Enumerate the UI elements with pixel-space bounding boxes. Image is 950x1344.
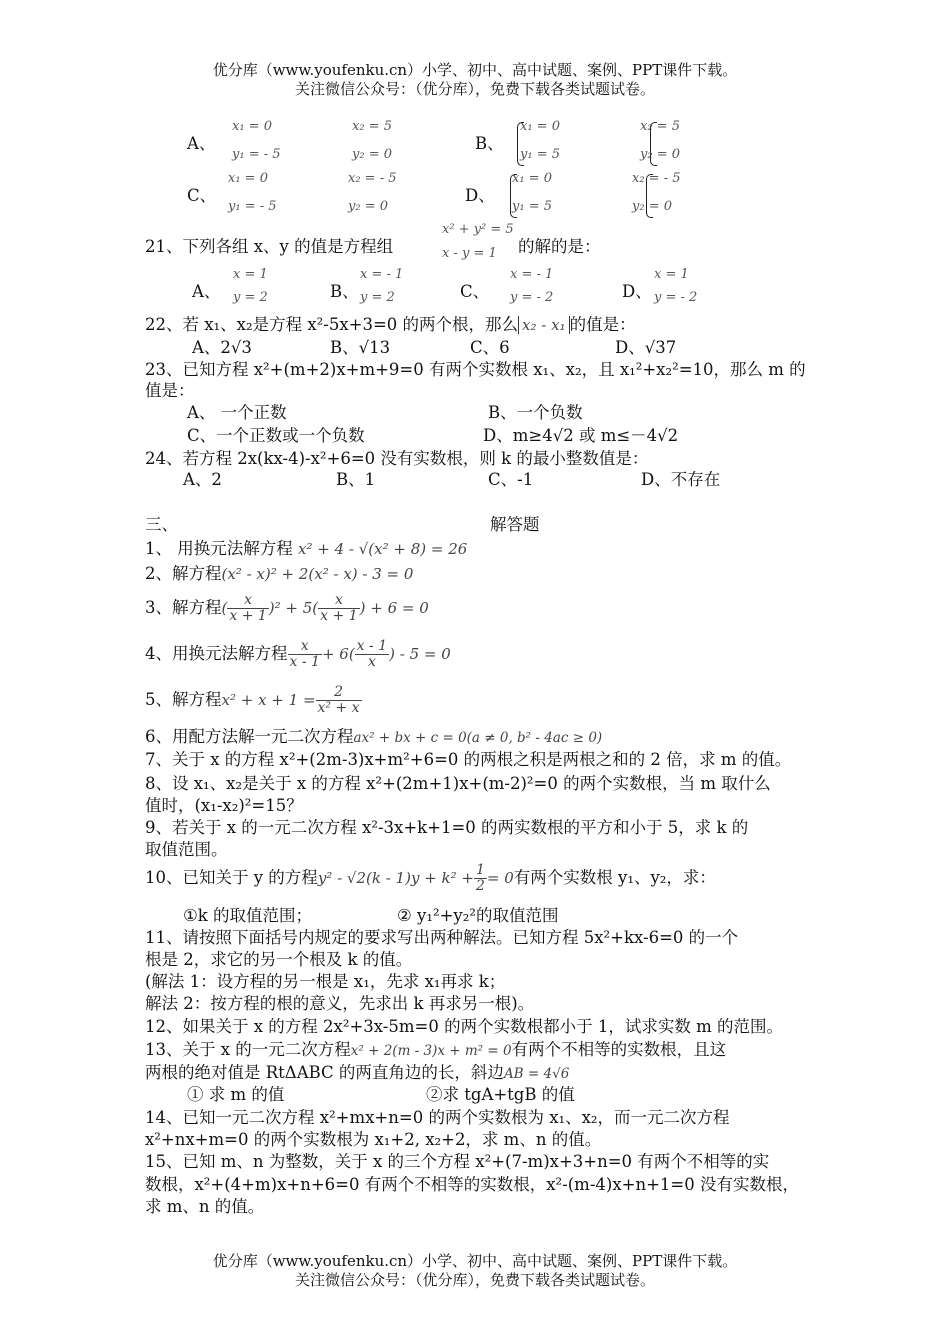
a10-fraction: [474, 863, 487, 894]
a10-denominator: 2: [475, 878, 485, 894]
a6: [145, 727, 602, 748]
page-header-line1: 优分库（www.youfenku.cn）小学、初中、高中试题、案例、PPT课件下载。: [212, 61, 738, 79]
a5: [145, 680, 362, 720]
q22-stem-text: 22、若 x₁、x₂是方程 x²-5x+3=0 的两个根，那么: [145, 315, 519, 334]
a6-math: ax² + bx + c = 0(a ≠ 0, b² - 4ac ≥ 0): [353, 730, 603, 746]
a13-line2-text: 两根的绝对值是 RtΔABC 的两直角边的长，斜边: [145, 1063, 504, 1082]
a13-text: 13、关于 x 的一元二次方程: [145, 1040, 351, 1059]
a1-math: x² + 4 - √(x² + 8) = 26: [298, 540, 468, 558]
q21-option-d-label: D、: [622, 282, 652, 301]
a7: 7、关于 x 的方程 x²+(2m-3)x+m²+6=0 的两根之积是两根之和的 2 倍，求 m 的值。: [145, 750, 792, 769]
q23-option-d: D、m≥4√2 或 m≤－4√2: [483, 426, 679, 445]
a5-fraction: [316, 685, 362, 716]
math-cell: x₂ = - 5: [632, 171, 681, 186]
a5-denominator: x² + x: [317, 700, 360, 716]
math-cell: y₁ = - 5: [232, 147, 281, 162]
math-cell: y₁ = - 5: [228, 199, 277, 214]
a8-line2: 值时，(x₁-x₂)²=15？: [145, 796, 303, 815]
a14-line1: 14、已知一元二次方程 x²+mx+n=0 的两个实数根为 x₁、x₂，而一元二次方程: [145, 1108, 730, 1127]
a5-numerator: 2: [316, 685, 362, 701]
a2-text: 2、解方程: [145, 564, 222, 583]
a6-text: 6、用配方法解一元二次方程: [145, 727, 354, 746]
a4-end: ) - 5 = 0: [389, 645, 451, 663]
a3: 3、解方程( $\frac{x}{x + 1}$ )² + 5( $\frac{x}{x + 1}$ ) + 6 = 0: [145, 592, 429, 624]
a2: [145, 564, 413, 584]
math-cell: y₁ = 5: [512, 199, 552, 214]
a1-text: 1、 用换元法解方程: [145, 539, 293, 558]
a13-line1: [145, 1040, 726, 1061]
option-label: D、: [465, 186, 495, 205]
q21-option-b-label: B、: [330, 282, 359, 301]
a5-text: 5、解方程: [145, 690, 222, 709]
page-header-line2: 关注微信公众号：（优分库），免费下载各类试题试卷。: [294, 80, 655, 98]
a9-line2: 取值范围。: [145, 840, 228, 859]
page-footer-line1: 优分库（www.youfenku.cn）小学、初中、高中试题、案例、PPT课件下载。: [212, 1252, 738, 1270]
a5-math: x² + x + 1 =: [221, 691, 316, 709]
a13-line2-math: AB = 4√6: [503, 1066, 570, 1082]
q23-option-a: A、 一个正数: [187, 403, 287, 422]
q21-stem-end: 的解的是：: [518, 237, 601, 256]
q23-option-c: C、一个正数或一个负数: [187, 426, 365, 445]
q22-option-b: B、√13: [330, 338, 391, 357]
section-number: 三、: [145, 515, 178, 534]
option-label: B、: [475, 134, 504, 153]
a9-line1: 9、若关于 x 的一元二次方程 x²-3x+k+1=0 的两实数根的平方和小于 5，求 k 的: [145, 818, 749, 837]
q22-stem: [145, 315, 636, 335]
a4-fraction-2: [355, 639, 389, 670]
a10: [145, 858, 716, 898]
math-cell: y₂ = 0: [352, 147, 392, 162]
q21-option-c-y: y = - 2: [510, 290, 554, 305]
a13-line2: [145, 1063, 569, 1084]
a3-text: 3、解方程: [145, 598, 222, 617]
a4: [145, 634, 451, 674]
a11-line3: (解法 1：设方程的另一根是 x₁，先求 x₁再求 k；: [145, 972, 506, 991]
q21-stem: [145, 237, 393, 257]
a10-text: 10、已知关于 y 的方程: [145, 868, 318, 887]
math-cell: y₂ = 0: [348, 199, 388, 214]
q21-option-c-label: C、: [460, 282, 490, 301]
math-cell: x₁ = 0: [228, 171, 268, 186]
a4-fraction-1: [288, 639, 322, 670]
a15-line3: 求 m、n 的值。: [145, 1197, 265, 1216]
a13-sub1: ① 求 m 的值: [187, 1085, 285, 1104]
q24-option-c: C、-1: [488, 470, 534, 489]
q24-option-b: B、1: [336, 470, 376, 489]
math-cell: x₁ = 0: [232, 119, 272, 134]
a4-mid: + 6(: [321, 645, 355, 663]
a3-denominator: x + 1: [229, 608, 267, 624]
a3-fraction: [227, 593, 268, 624]
a8-line1: 8、设 x₁、x₂是关于 x 的方程 x²+(2m+1)x+(m-2)²=0 的两个实数根，当 m 取什么: [145, 774, 771, 793]
a10-tail: 有两个实数根 y₁、y₂，求：: [513, 868, 716, 887]
a12: 12、如果关于 x 的方程 2x²+3x-5m=0 的两个实数根都小于 1，试求实数 m 的范围。: [145, 1017, 783, 1036]
q21-option-c-x: x = - 1: [510, 267, 554, 282]
q24-stem: 24、若方程 2x(kx-4)-x²+6=0 没有实数根，则 k 的最小整数值是：: [145, 449, 649, 468]
a15-line1: 15、已知 m、n 为整数，关于 x 的三个方程 x²+(7-m)x+3+n=0 有两个不相等的实: [145, 1152, 770, 1171]
option-label: C、: [187, 186, 217, 205]
math-cell: x₁ = 0: [520, 119, 560, 134]
q21-option-a-y: y = 2: [233, 290, 268, 305]
a3-end: ) + 6 = 0: [359, 599, 429, 617]
a10-math2: = 0: [486, 869, 514, 887]
a3-fraction-2: [318, 593, 359, 624]
q22-option-d: D、√37: [615, 338, 677, 357]
a4-denominator-1: x - 1: [289, 654, 320, 670]
math-cell: x₂ = 5: [352, 119, 392, 134]
a14-line2: x²+nx+m=0 的两个实数根为 x₁+2, x₂+2，求 m、n 的值。: [145, 1130, 602, 1149]
a13-math: x² + 2(m - 3)x + m² = 0: [350, 1043, 512, 1059]
a2-math: (x² - x)² + 2(x² - x) - 3 = 0: [221, 565, 414, 583]
q23-line2: 值是：: [145, 381, 195, 400]
q21-eq1: x² + y² = 5: [442, 222, 514, 237]
q21-eq2: x - y = 1: [442, 246, 497, 261]
q22-abs: x₂ - x₁: [518, 316, 570, 334]
a10-sub2: ② y₁²+y₂²的取值范围: [397, 906, 559, 925]
math-cell: x₂ = 5: [640, 119, 680, 134]
a3-numerator: x: [227, 593, 268, 609]
a4-denominator-2: x: [367, 654, 376, 670]
math-cell: y₂ = 0: [632, 199, 672, 214]
q21-option-b-x: x = - 1: [360, 267, 404, 282]
q21-option-a-x: x = 1: [233, 267, 268, 282]
section-title: 解答题: [490, 515, 540, 534]
math-cell: x₂ = - 5: [348, 171, 397, 186]
a11-line4: 解法 2：按方程的根的意义，先求出 k 再求另一根)。: [145, 994, 535, 1013]
q24-option-d: D、不存在: [641, 470, 721, 489]
a3-numerator-2: x: [318, 593, 359, 609]
q21-option-d-x: x = 1: [654, 267, 689, 282]
a13-tail: 有两个不相等的实数根，且这: [511, 1040, 727, 1059]
a4-numerator-2: x - 1: [356, 638, 388, 654]
a10-numerator: 1: [475, 862, 485, 878]
a13-sub2: ②求 tgA+tgB 的值: [426, 1085, 575, 1104]
a1: [145, 539, 467, 559]
a10-sub1: ①k 的取值范围；: [183, 906, 313, 925]
q21-stem-text: 21、下列各组 x、y 的值是方程组: [145, 237, 394, 256]
math-cell: x₁ = 0: [512, 171, 552, 186]
a11-line1: 11、请按照下面括号内规定的要求写出两种解法。已知方程 5x²+kx-6=0 的一个: [145, 928, 739, 947]
q21-option-b-y: y = 2: [360, 290, 395, 305]
option-label: A、: [187, 134, 216, 153]
q21-option-a-label: A、: [192, 282, 221, 301]
a3-denominator-2: x + 1: [320, 608, 358, 624]
math-cell: y₁ = 5: [520, 147, 560, 162]
a4-text: 4、用换元法解方程: [145, 644, 288, 663]
q23-option-b: B、一个负数: [488, 403, 583, 422]
a15-line2: 数根，x²+(4+m)x+n+6=0 有两个不相等的实数根，x²-(m-4)x+n+1=0 没有实数根，: [145, 1175, 799, 1194]
math-cell: y₂ = 0: [640, 147, 680, 162]
q22-option-a: A、2√3: [192, 338, 252, 357]
q23-line1: 23、已知方程 x²+(m+2)x+m+9=0 有两个实数根 x₁、x₂，且 x₁²+x₂²=10，那么 m 的: [145, 360, 806, 379]
q24-option-a: A、2: [183, 470, 222, 489]
a4-numerator-1: x: [288, 639, 322, 655]
a10-math: y² - √2(k - 1)y + k² +: [317, 869, 474, 887]
q22-stem-end: 的值是：: [569, 315, 636, 334]
page-footer-line2: 关注微信公众号：（优分库），免费下载各类试题试卷。: [294, 1271, 655, 1289]
q21-option-d-y: y = - 2: [654, 290, 698, 305]
q22-option-c: C、6: [470, 338, 510, 357]
a11-line2: 根是 2，求它的另一个根及 k 的值。: [145, 950, 413, 969]
a3-tail: )² + 5(: [268, 599, 319, 617]
